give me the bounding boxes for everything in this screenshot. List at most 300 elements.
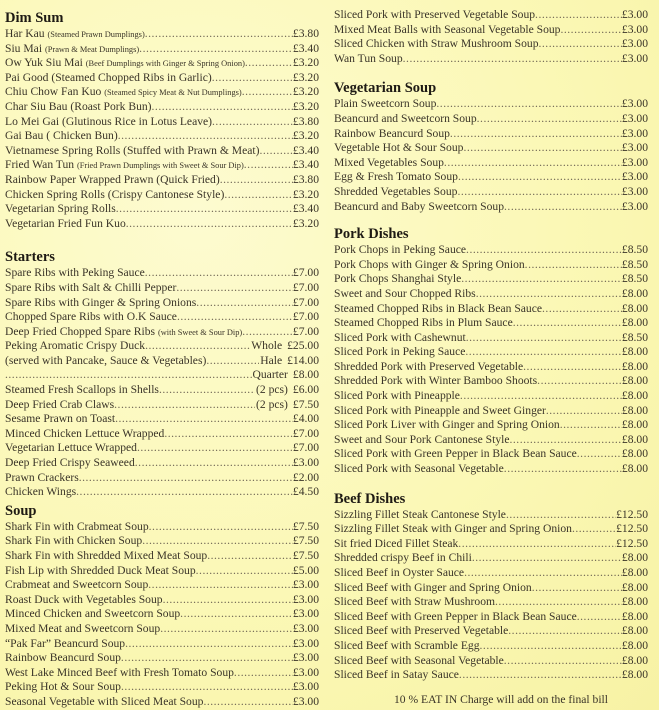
section-soup-continued <box>334 8 648 66</box>
section-title: Starters <box>5 249 55 266</box>
menu-item <box>5 680 319 695</box>
item-name: Peking Aromatic Crispy Duck <box>5 339 146 353</box>
dot-leader <box>461 272 622 287</box>
item-price: £8.00 <box>621 359 648 373</box>
item-note: (with Sweet & Sour Dip) <box>157 327 243 337</box>
menu-item <box>334 595 648 610</box>
item-price: £3.00 <box>621 111 648 125</box>
dot-leader <box>539 37 622 52</box>
dot-leader <box>458 537 616 552</box>
item-price: £8.00 <box>621 389 648 403</box>
menu-item <box>5 607 319 622</box>
item-price: £25.00 <box>287 339 319 353</box>
menu-item <box>5 115 319 130</box>
menu-item <box>5 71 319 86</box>
menu-item <box>5 520 319 535</box>
item-name: Shark Fin with Chicken Soup <box>5 534 143 548</box>
menu-item <box>5 325 319 340</box>
item-price: £8.00 <box>621 374 648 388</box>
item-price: £3.20 <box>292 99 319 113</box>
item-price: £8.00 <box>621 580 648 594</box>
menu-item <box>5 549 319 564</box>
dot-leader <box>125 637 293 652</box>
dot-leader <box>245 56 293 71</box>
dot-leader <box>546 404 622 419</box>
item-price: £3.00 <box>292 578 319 592</box>
menu-list <box>5 520 319 710</box>
menu-item <box>5 368 319 383</box>
item-price: £7.50 <box>292 519 319 533</box>
item-name: Rainbow Paper Wrapped Prawn (Quick Fried) <box>5 172 220 186</box>
menu-item <box>334 316 648 331</box>
item-price: £8.00 <box>621 462 648 476</box>
dot-leader <box>458 170 622 185</box>
dot-leader <box>148 578 293 593</box>
item-portion: (2 pcs) <box>256 397 288 411</box>
item-price: £8.00 <box>621 609 648 623</box>
menu-item <box>5 281 319 296</box>
dot-leader <box>203 695 292 710</box>
item-price: £6.00 <box>292 383 319 397</box>
item-price: £3.00 <box>292 607 319 621</box>
item-price: £12.50 <box>616 522 648 536</box>
menu-item <box>334 112 648 127</box>
item-name: Shark Fin with Shredded Mixed Meat Soup <box>5 549 208 562</box>
item-name: Shredded Pork with Preserved Vegetable <box>334 359 524 373</box>
menu-item <box>5 427 319 442</box>
menu-item <box>5 158 319 173</box>
item-price: £3.00 <box>621 22 648 36</box>
right-column <box>334 0 648 683</box>
item-portion: Quarter <box>252 368 288 382</box>
dot-leader <box>145 266 293 281</box>
dot-leader <box>207 549 293 564</box>
menu-item <box>5 651 319 666</box>
menu-item <box>334 374 648 389</box>
item-price: £8.00 <box>621 345 648 359</box>
item-name: Sliced Beef with Ginger and Spring Onion <box>334 580 532 594</box>
item-name: Shark Fin with Crabmeat Soup <box>5 519 149 533</box>
menu-item <box>334 127 648 142</box>
item-name: Sliced Beef with Green Pepper in Black Bean Sauce <box>334 609 577 623</box>
dot-leader <box>476 287 622 302</box>
item-name: Ow Yuk Siu Mai (Beef Dumplings with Ginger & Spring Onion) <box>5 56 245 70</box>
item-price: £3.00 <box>292 665 319 679</box>
item-name: Sizzling Fillet Steak with Ginger and Spring Onion <box>334 522 572 536</box>
item-name: Roast Duck with Vegetables Soup <box>5 592 163 606</box>
menu-item <box>5 534 319 549</box>
menu-list <box>334 243 648 477</box>
menu-item <box>334 404 648 419</box>
item-name: Pork Chops in Peking Sauce <box>334 243 467 257</box>
dot-leader <box>164 427 293 442</box>
dot-leader <box>504 200 622 215</box>
dot-leader <box>508 624 622 639</box>
item-note: (Fried Prawn Dumplings with Sweet & Sour Dip) <box>76 161 244 171</box>
item-price: £5.00 <box>292 563 319 577</box>
item-name: Vegetarian Lettuce Wrapped <box>5 441 137 455</box>
dot-leader <box>139 42 293 57</box>
menu-item <box>5 217 319 232</box>
item-price: £3.40 <box>292 41 319 55</box>
item-price: £3.20 <box>292 216 319 230</box>
item-name: Chicken Spring Rolls (Crispy Cantonese Style) <box>5 187 225 201</box>
item-note: (Steamed Spicy Meat & Nut Dumplings) <box>104 88 242 98</box>
dot-leader <box>464 566 622 581</box>
item-name: Minced Chicken Lettuce Wrapped <box>5 426 165 440</box>
dot-leader <box>457 185 621 200</box>
menu-list <box>334 97 648 214</box>
item-price: £8.00 <box>621 316 648 330</box>
item-price: £4.00 <box>292 412 319 426</box>
dot-leader <box>560 418 622 433</box>
menu-item <box>5 339 319 354</box>
menu-item <box>5 27 319 42</box>
menu-list <box>334 508 648 683</box>
menu-item <box>334 345 648 360</box>
item-price: £7.00 <box>292 266 319 280</box>
menu-list <box>5 266 319 500</box>
item-name: Sliced Beef with Seasonal Vegetable <box>334 653 504 667</box>
item-price: £3.00 <box>292 680 319 694</box>
item-price: £7.50 <box>292 397 319 411</box>
dot-leader <box>532 581 622 596</box>
dot-leader <box>450 127 622 142</box>
dot-leader <box>212 115 293 130</box>
menu-item <box>5 593 319 608</box>
item-price: £7.00 <box>292 280 319 294</box>
item-name: Fried Wan Tun (Fried Prawn Dumplings with Sweet & Sour Dip) <box>5 158 244 172</box>
item-name: Egg & Fresh Tomato Soup <box>334 170 458 184</box>
section-beef-dishes <box>334 491 648 683</box>
item-name: Pork Chops Shanghai Style <box>334 272 462 286</box>
item-name: Plain Sweetcorn Soup <box>334 97 437 111</box>
menu-item <box>334 508 648 523</box>
dot-leader <box>537 374 622 389</box>
item-price: £3.80 <box>292 172 319 186</box>
dot-leader <box>444 156 622 171</box>
item-note: (Steamed Prawn Dumplings) <box>47 30 145 39</box>
item-name: Pai Good (Steamed Chopped Ribs in Garlic) <box>5 70 212 84</box>
item-name: Shredded Vegetables Soup <box>334 184 458 198</box>
item-name: Deep Fried Crispy Seaweed <box>5 456 135 470</box>
item-price: £8.00 <box>621 624 648 638</box>
menu-item <box>334 52 648 67</box>
item-price: £3.00 <box>621 170 648 184</box>
dot-leader <box>149 520 293 535</box>
item-price: £8.50 <box>621 330 648 344</box>
dot-leader <box>242 85 293 100</box>
item-price: £8.00 <box>621 595 648 609</box>
item-name: Sizzling Fillet Steak Cantonese Style <box>334 507 506 521</box>
dot-leader <box>472 551 622 566</box>
item-name: Prawn Crackers <box>5 470 79 484</box>
item-price: £3.80 <box>292 114 319 128</box>
item-portion: (2 pcs) <box>256 383 288 397</box>
item-name: Minced Chicken and Sweetcorn Soup <box>5 607 181 621</box>
menu-item <box>5 383 319 398</box>
item-price: £3.20 <box>292 56 319 70</box>
menu-item <box>334 287 648 302</box>
item-name: Sesame Prawn on Toast <box>5 412 116 426</box>
item-name: Mixed Meat Balls with Seasonal Vegetable Soup <box>334 22 561 36</box>
item-price: £14.00 <box>287 353 319 367</box>
item-price: £8.00 <box>621 403 648 417</box>
item-price: £3.20 <box>292 85 319 99</box>
dot-leader <box>542 302 622 317</box>
dot-leader <box>242 325 293 340</box>
menu-item <box>5 173 319 188</box>
item-price: £8.00 <box>621 286 648 300</box>
item-price: £3.20 <box>292 129 319 143</box>
dot-leader <box>572 522 616 537</box>
dot-leader <box>495 595 622 610</box>
item-price: £3.40 <box>292 202 319 216</box>
dot-leader <box>466 243 622 258</box>
menu-list <box>5 27 319 231</box>
menu-item <box>334 156 648 171</box>
menu-item <box>334 141 648 156</box>
item-price: £8.00 <box>621 668 648 682</box>
item-price: £8.50 <box>621 257 648 271</box>
item-name: Seasonal Vegetable with Sliced Meat Soup <box>5 694 204 708</box>
menu-item <box>5 666 319 681</box>
item-name: Pork Chops with Ginger & Spring Onion <box>334 257 525 271</box>
item-name: Steamed Chopped Ribs in Black Bean Sauce <box>334 301 543 315</box>
section-soup <box>5 503 319 710</box>
dot-leader <box>180 607 293 622</box>
item-price: £8.00 <box>621 638 648 652</box>
item-name: Vegetarian Fried Fun Kuo <box>5 216 126 230</box>
menu-item <box>334 433 648 448</box>
menu-item <box>5 398 319 413</box>
menu-item <box>334 243 648 258</box>
menu-item <box>334 610 648 625</box>
item-name: Chicken Wings <box>5 485 77 499</box>
dot-leader <box>577 610 622 625</box>
left-column <box>5 0 319 710</box>
item-price: £2.00 <box>292 470 319 484</box>
dot-leader <box>259 144 292 159</box>
section-title: Vegetarian Soup <box>334 80 437 97</box>
menu-item <box>5 296 319 311</box>
dot-leader <box>480 639 622 654</box>
menu-item <box>334 389 648 404</box>
menu-item <box>334 654 648 669</box>
item-price: £3.40 <box>292 158 319 172</box>
item-name: Peking Hot & Sour Soup <box>5 680 121 694</box>
dot-leader <box>535 8 622 23</box>
item-name: Crabmeat and Sweetcorn Soup <box>5 578 149 592</box>
dot-leader <box>135 456 293 471</box>
dot-leader <box>477 112 622 127</box>
item-name: Spare Ribs with Salt & Chilli Pepper <box>5 280 177 294</box>
item-price: £3.00 <box>292 621 319 635</box>
item-price: £3.00 <box>621 126 648 140</box>
dot-leader <box>126 217 293 232</box>
dot-leader <box>142 534 293 549</box>
item-name: Vegetarian Spring Rolls <box>5 202 116 216</box>
dot-leader <box>137 441 293 456</box>
menu-item <box>5 100 319 115</box>
item-name: Spare Ribs with Ginger & Spring Onions <box>5 295 197 309</box>
item-name: Fish Lip with Shredded Duck Meat Soup <box>5 563 196 577</box>
item-price: £8.00 <box>292 368 319 382</box>
dot-leader <box>145 27 293 42</box>
menu-item <box>334 97 648 112</box>
item-name: Rainbow Beancurd Soup <box>5 651 121 665</box>
section-dim-sum <box>5 10 319 231</box>
item-name: Deep Fried Crab Claws <box>5 397 115 411</box>
item-name: Rainbow Beancurd Soup <box>334 126 450 140</box>
menu-item <box>5 188 319 203</box>
item-price: £3.00 <box>621 51 648 65</box>
menu-item <box>334 8 648 23</box>
eat-in-charge-note: 10 % EAT IN Charge will add on the final bill <box>393 693 609 706</box>
item-price: £3.20 <box>292 187 319 201</box>
dot-leader <box>118 129 293 144</box>
menu-item <box>334 566 648 581</box>
menu-item <box>5 202 319 217</box>
menu-item <box>5 310 319 325</box>
menu-item <box>5 441 319 456</box>
item-price: £8.50 <box>621 272 648 286</box>
menu-list <box>334 8 648 66</box>
section-title: Soup <box>5 502 37 519</box>
dot-leader <box>513 316 622 331</box>
item-price: £3.00 <box>292 456 319 470</box>
dot-leader <box>121 651 293 666</box>
item-price: £3.00 <box>621 141 648 155</box>
item-price: £3.00 <box>292 694 319 708</box>
dot-leader <box>220 173 293 188</box>
menu-item <box>334 170 648 185</box>
item-price: £3.00 <box>621 97 648 111</box>
item-name: Sliced Beef with Straw Mushroom <box>334 595 496 609</box>
item-price: £12.50 <box>616 536 648 550</box>
item-name: Deep Fried Chopped Spare Ribs (with Sweet & Sour Dip) <box>5 324 243 338</box>
menu-item <box>5 637 319 652</box>
item-name: Sit fried Diced Fillet Steak <box>334 536 459 550</box>
menu-item <box>334 200 648 215</box>
dot-leader <box>506 508 616 523</box>
menu-item <box>334 537 648 552</box>
menu-item <box>5 578 319 593</box>
item-name: Beancurd and Sweetcorn Soup <box>334 111 477 125</box>
menu-item <box>334 447 648 462</box>
dot-leader <box>504 654 622 669</box>
dot-leader <box>116 202 293 217</box>
menu-item <box>334 302 648 317</box>
item-name: Lo Mei Gai (Glutinous Rice in Lotus Leave) <box>5 114 213 128</box>
dot-leader <box>196 296 293 311</box>
item-price: £3.00 <box>621 184 648 198</box>
item-name: Sweet and Sour Pork Cantonese Style <box>334 432 510 446</box>
item-name: Char Siu Bau (Roast Pork Bun) <box>5 99 152 113</box>
dot-leader <box>525 258 622 273</box>
item-name: Sliced Pork with Pineapple <box>334 389 460 403</box>
section-title: Dim Sum <box>5 10 64 26</box>
dot-leader <box>577 447 622 462</box>
section-title: Pork Dishes <box>334 226 409 243</box>
item-name: Siu Mai (Prawn & Meat Dumplings) <box>5 41 140 55</box>
item-name: Wan Tun Soup <box>334 51 403 65</box>
item-name: Sliced Pork Liver with Ginger and Spring Onion <box>334 418 560 432</box>
item-price: £8.00 <box>621 432 648 446</box>
item-name: Shredded crispy Beef in Chili <box>334 551 472 565</box>
dot-leader <box>152 100 293 115</box>
item-name: Steamed Fresh Scallops in Shells <box>5 383 159 397</box>
item-name: Sweet and Sour Chopped Ribs <box>334 286 476 300</box>
menu-item <box>334 185 648 200</box>
dot-leader <box>436 97 622 112</box>
menu-item <box>5 695 319 710</box>
item-name: Spare Ribs with Peking Sauce <box>5 266 145 280</box>
item-price: £8.00 <box>621 551 648 565</box>
dot-leader <box>224 188 293 203</box>
section-pork-dishes <box>334 226 648 477</box>
dot-leader <box>177 310 293 325</box>
item-name: Vietnamese Spring Rolls (Stuffed with Prawn & Meat) <box>5 143 260 157</box>
item-name: Shredded Pork with Winter Bamboo Shoots <box>334 374 538 388</box>
item-name: Har Kau (Steamed Prawn Dumplings) <box>5 27 145 40</box>
item-name: Sliced Beef with Scramble Egg <box>334 638 480 652</box>
item-price: £8.50 <box>621 243 648 257</box>
dot-leader <box>465 345 622 360</box>
item-name: Sliced Pork with Seasonal Vegetable <box>334 462 504 476</box>
menu-item <box>334 639 648 654</box>
section-vegetarian-soup <box>334 80 648 214</box>
dot-leader <box>176 281 293 296</box>
item-price: £7.00 <box>292 324 319 338</box>
menu-item <box>5 85 319 100</box>
item-price: £8.00 <box>621 653 648 667</box>
item-price: £7.00 <box>292 426 319 440</box>
item-price: £8.00 <box>621 418 648 432</box>
menu-item <box>334 551 648 566</box>
menu-item <box>5 564 319 579</box>
item-price: £8.00 <box>621 447 648 461</box>
item-name: Mixed Meat and Sweetcorn Soup <box>5 621 161 635</box>
menu-item <box>5 144 319 159</box>
dot-leader <box>114 398 255 413</box>
dot-leader <box>121 680 293 695</box>
item-name: Vegetable Hot & Sour Soup <box>334 141 464 155</box>
item-name: Chiu Chow Fan Kuo (Steamed Spicy Meat & Nut Dumplings) <box>5 85 242 99</box>
item-portion: Hale <box>260 353 283 367</box>
item-price: £3.00 <box>621 8 648 21</box>
dot-leader <box>163 593 293 608</box>
item-name: (served with Pancake, Sauce & Vegetables) <box>5 353 207 367</box>
item-note: (Prawn & Meat Dumplings) <box>44 44 140 54</box>
menu-item <box>334 462 648 477</box>
menu-item <box>5 354 319 369</box>
menu-item <box>334 331 648 346</box>
dot-leader <box>463 141 621 156</box>
item-name: Gai Bau ( Chicken Bun) <box>5 129 118 143</box>
menu-item <box>334 360 648 375</box>
item-price: £3.00 <box>292 592 319 606</box>
item-price: £12.50 <box>616 507 648 521</box>
item-price: £8.00 <box>621 566 648 579</box>
item-price: £3.80 <box>292 27 319 40</box>
menu-item <box>5 42 319 57</box>
dot-leader <box>523 360 622 375</box>
item-name: Chopped Spare Ribs with O.K Sauce <box>5 310 177 324</box>
menu-item <box>334 258 648 273</box>
item-name: Sliced Pork in Peking Sauce <box>334 345 466 359</box>
item-price: £7.50 <box>292 534 319 548</box>
